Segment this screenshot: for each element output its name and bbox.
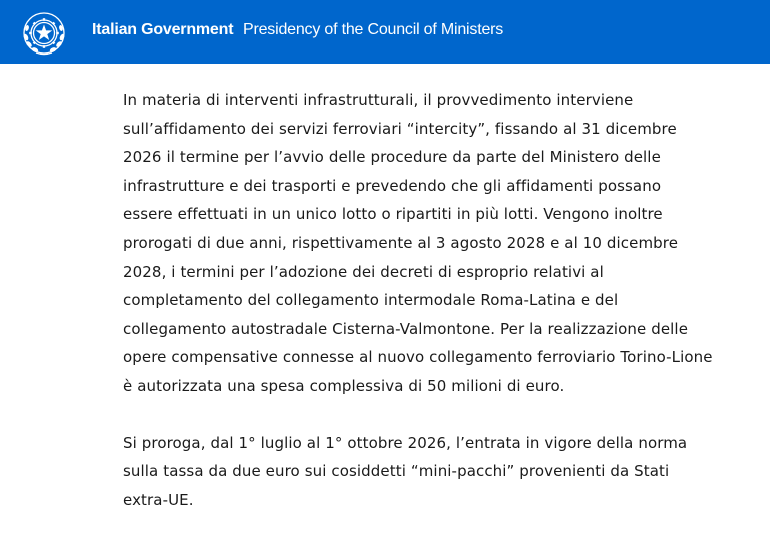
article-body xyxy=(123,86,713,542)
italian-republic-emblem-icon[interactable] xyxy=(20,9,68,57)
article-paragraph-2: Si proroga, dal 1° luglio al 1° ottobre 2026, l’entrata in vigore della norma sulla tassa da due euro sui cosiddetti “mini-pacchi” provenienti da Stati extra-UE. xyxy=(123,433,688,509)
site-header xyxy=(0,0,770,64)
site-title-link[interactable]: Italian Government xyxy=(92,21,234,38)
site-subtitle-link[interactable]: Presidency of the Council of Ministers xyxy=(243,21,504,38)
article-paragraph-1: In materia di interventi infrastrutturali, il provvedimento interviene sull’affidamento dei servizi ferroviari “intercity”, fissando al 31 dicembre 2026 il termine per l’avvio delle procedure da parte del Ministero delle infrastrutture e dei trasporti e prevedendo che gli affidamenti possano essere effettuati in un unico lotto o ripartiti in più lotti. Vengono inoltre prorogati di due anni, rispettivamente al 3 agosto 2028 e al 10 dicembre 2028, i termini per l’adozione dei decreti di esproprio relativi al completamento del collegamento intermodale Roma-Latina e del collegamento autostradale Cisterna-Valmontone. Per la realizzazione delle opere compensative connesse al nuovo collegamento ferroviario Torino-Lione è autorizzata una spesa complessiva di 50 milioni di euro. xyxy=(123,91,713,395)
